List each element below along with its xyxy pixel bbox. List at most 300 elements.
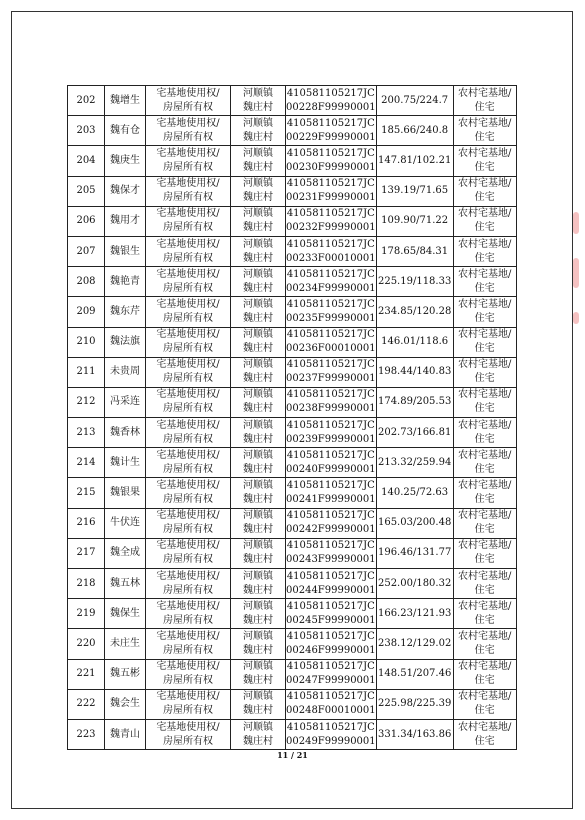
right-type-cell [146, 659, 231, 689]
unit-code-text: 410581105217JC [286, 117, 375, 129]
land-use-text: 农村宅基地/ [457, 510, 512, 522]
row-number-text: 211 [76, 366, 96, 378]
area-cell [376, 719, 453, 749]
owner-name-cell [105, 206, 146, 236]
land-use-text: 农村宅基地/ [457, 208, 512, 220]
location-cell [231, 206, 286, 236]
owner-name-text: 魏庚生 [110, 154, 140, 166]
unit-code-text: 00249F99990001 [286, 735, 376, 747]
land-use-cell [453, 116, 516, 146]
location-text: 魏庄村 [243, 433, 273, 445]
location-cell [231, 569, 286, 599]
unit-code-text: 410581105217JC [286, 721, 375, 733]
right-type-cell [146, 478, 231, 508]
land-use-cell [453, 538, 516, 568]
owner-name-cell [105, 689, 146, 719]
location-cell [231, 297, 286, 327]
land-use-cell [453, 569, 516, 599]
owner-name-cell [105, 297, 146, 327]
right-type-cell [146, 206, 231, 236]
unit-code-text: 00245F99990001 [286, 614, 376, 626]
unit-code-text: 410581105217JC [286, 510, 375, 522]
area-text: 225.19/118.33 [377, 275, 452, 287]
unit-code-text: 00230F99990001 [286, 161, 376, 173]
row-number-cell [68, 236, 105, 266]
land-use-text: 住宅 [474, 433, 495, 445]
right-type-text: 宅基地使用权/ [156, 510, 220, 522]
owner-name-cell [105, 719, 146, 749]
unit-code-text: 410581105217JC [286, 570, 375, 582]
row-number-text: 222 [76, 698, 96, 710]
table-row [68, 478, 517, 508]
table-row [68, 297, 517, 327]
land-use-text: 住宅 [474, 524, 495, 536]
location-cell [231, 719, 286, 749]
land-use-text: 农村宅基地/ [457, 600, 512, 612]
right-type-text: 宅基地使用权/ [156, 238, 220, 250]
area-text: 202.73/166.81 [377, 426, 452, 438]
land-use-cell [453, 448, 516, 478]
owner-name-text: 未贵周 [110, 366, 140, 378]
unit-code-cell [286, 206, 377, 236]
table-row [68, 448, 517, 478]
right-type-cell [146, 719, 231, 749]
unit-code-cell [286, 538, 377, 568]
land-use-cell [453, 659, 516, 689]
location-cell [231, 116, 286, 146]
location-cell [231, 508, 286, 538]
area-text: 196.46/131.77 [377, 547, 452, 559]
location-text: 河顺镇 [243, 389, 273, 401]
unit-code-text: 410581105217JC [286, 178, 375, 190]
unit-code-cell [286, 327, 377, 357]
right-type-cell [146, 116, 231, 146]
owner-name-cell [105, 236, 146, 266]
area-cell [376, 689, 453, 719]
right-type-text: 房屋所有权 [163, 644, 213, 656]
unit-code-cell [286, 267, 377, 297]
table-row [68, 116, 517, 146]
row-number-text: 212 [76, 396, 96, 408]
land-use-cell [453, 689, 516, 719]
row-number-text: 207 [76, 245, 96, 257]
table-row [68, 236, 517, 266]
right-type-text: 宅基地使用权/ [156, 87, 220, 99]
table-row [68, 659, 517, 689]
land-use-cell [453, 629, 516, 659]
location-text: 河顺镇 [243, 480, 273, 492]
right-type-text: 宅基地使用权/ [156, 691, 220, 703]
land-use-text: 住宅 [474, 463, 495, 475]
table-row [68, 569, 517, 599]
location-text: 河顺镇 [243, 329, 273, 341]
land-use-text: 住宅 [474, 343, 495, 355]
land-use-text: 住宅 [474, 161, 495, 173]
location-text: 魏庄村 [243, 554, 273, 566]
unit-code-text: 00246F99990001 [286, 644, 376, 656]
row-number-cell [68, 267, 105, 297]
row-number-cell [68, 176, 105, 206]
row-number-text: 208 [76, 275, 96, 287]
row-number-text: 214 [76, 456, 96, 468]
right-type-text: 宅基地使用权/ [156, 480, 220, 492]
location-text: 魏庄村 [243, 222, 273, 234]
land-use-text: 农村宅基地/ [457, 238, 512, 250]
right-type-text: 房屋所有权 [163, 101, 213, 113]
area-text: 109.90/71.22 [381, 215, 449, 227]
unit-code-text: 410581105217JC [286, 661, 375, 673]
land-use-text: 农村宅基地/ [457, 480, 512, 492]
row-number-text: 204 [76, 154, 96, 166]
owner-name-cell [105, 327, 146, 357]
area-text: 213.32/259.94 [377, 456, 452, 468]
land-use-text: 住宅 [474, 494, 495, 506]
location-cell [231, 418, 286, 448]
owner-name-text: 未庄生 [110, 637, 140, 649]
row-number-cell [68, 689, 105, 719]
land-use-text: 农村宅基地/ [457, 691, 512, 703]
land-use-text: 农村宅基地/ [457, 661, 512, 673]
owner-name-cell [105, 659, 146, 689]
location-cell [231, 689, 286, 719]
unit-code-text: 410581105217JC [286, 329, 375, 341]
location-text: 魏庄村 [243, 131, 273, 143]
area-text: 139.19/71.65 [381, 185, 449, 197]
location-cell [231, 599, 286, 629]
right-type-cell [146, 176, 231, 206]
table-row [68, 267, 517, 297]
unit-code-cell [286, 659, 377, 689]
row-number-text: 205 [76, 185, 96, 197]
owner-name-text: 冯采连 [110, 396, 140, 408]
right-type-text: 宅基地使用权/ [156, 419, 220, 431]
right-type-cell [146, 267, 231, 297]
right-type-text: 房屋所有权 [163, 675, 213, 687]
owner-name-cell [105, 146, 146, 176]
right-type-cell [146, 569, 231, 599]
right-type-text: 房屋所有权 [163, 463, 213, 475]
location-text: 河顺镇 [243, 419, 273, 431]
row-number-text: 209 [76, 305, 96, 317]
right-type-text: 房屋所有权 [163, 373, 213, 385]
owner-name-cell [105, 478, 146, 508]
land-use-text: 农村宅基地/ [457, 449, 512, 461]
right-type-text: 宅基地使用权/ [156, 389, 220, 401]
right-type-text: 宅基地使用权/ [156, 600, 220, 612]
owner-name-text: 魏银生 [110, 245, 140, 257]
area-cell [376, 206, 453, 236]
row-number-text: 218 [76, 577, 96, 589]
location-cell [231, 538, 286, 568]
right-type-cell [146, 629, 231, 659]
area-text: 174.89/205.53 [377, 396, 452, 408]
row-number-text: 213 [76, 426, 96, 438]
unit-code-cell [286, 116, 377, 146]
right-type-cell [146, 448, 231, 478]
land-use-cell [453, 176, 516, 206]
unit-code-text: 00238F99990001 [286, 403, 376, 415]
location-text: 河顺镇 [243, 208, 273, 220]
unit-code-cell [286, 176, 377, 206]
unit-code-text: 00233F00010001 [286, 252, 376, 264]
row-number-cell [68, 508, 105, 538]
land-use-cell [453, 387, 516, 417]
unit-code-text: 410581105217JC [286, 540, 375, 552]
unit-code-text: 00228F99990001 [286, 101, 376, 113]
unit-code-text: 00231F99990001 [286, 192, 376, 204]
unit-code-cell [286, 86, 377, 116]
right-type-text: 房屋所有权 [163, 282, 213, 294]
table-row [68, 357, 517, 387]
land-use-text: 住宅 [474, 584, 495, 596]
unit-code-text: 410581105217JC [286, 268, 375, 280]
location-cell [231, 357, 286, 387]
unit-code-cell [286, 236, 377, 266]
land-use-text: 住宅 [474, 222, 495, 234]
location-text: 河顺镇 [243, 87, 273, 99]
land-use-text: 住宅 [474, 675, 495, 687]
unit-code-text: 410581105217JC [286, 238, 375, 250]
land-use-cell [453, 146, 516, 176]
land-use-text: 农村宅基地/ [457, 117, 512, 129]
row-number-cell [68, 538, 105, 568]
right-type-text: 房屋所有权 [163, 433, 213, 445]
row-number-text: 216 [76, 517, 96, 529]
right-type-cell [146, 508, 231, 538]
unit-code-cell [286, 508, 377, 538]
page-number: 11 / 21 [277, 750, 308, 760]
owner-name-text: 魏计生 [110, 456, 140, 468]
unit-code-text: 410581105217JC [286, 359, 375, 371]
location-text: 河顺镇 [243, 268, 273, 280]
seal-edge-mark [573, 258, 579, 288]
unit-code-text: 00234F99990001 [286, 282, 376, 294]
row-number-cell [68, 146, 105, 176]
unit-code-text: 410581105217JC [286, 208, 375, 220]
land-use-text: 住宅 [474, 644, 495, 656]
unit-code-text: 410581105217JC [286, 298, 375, 310]
owner-name-cell [105, 387, 146, 417]
land-use-text: 住宅 [474, 312, 495, 324]
owner-name-text: 魏有仓 [110, 124, 140, 136]
location-text: 魏庄村 [243, 343, 273, 355]
area-cell [376, 478, 453, 508]
row-number-cell [68, 86, 105, 116]
unit-code-cell [286, 387, 377, 417]
table-row [68, 176, 517, 206]
land-use-text: 农村宅基地/ [457, 268, 512, 280]
unit-code-text: 00241F99990001 [286, 494, 376, 506]
row-number-text: 215 [76, 487, 96, 499]
owner-name-cell [105, 569, 146, 599]
unit-code-cell [286, 599, 377, 629]
owner-name-cell [105, 508, 146, 538]
owner-name-text: 魏香林 [110, 426, 140, 438]
unit-code-text: 00242F99990001 [286, 524, 376, 536]
table-row [68, 689, 517, 719]
row-number-cell [68, 478, 105, 508]
seal-edge-mark [573, 212, 579, 234]
owner-name-text: 魏用才 [110, 215, 140, 227]
area-cell [376, 236, 453, 266]
location-text: 魏庄村 [243, 192, 273, 204]
area-cell [376, 146, 453, 176]
owner-name-text: 魏法旗 [110, 336, 140, 348]
location-text: 魏庄村 [243, 494, 273, 506]
right-type-text: 宅基地使用权/ [156, 540, 220, 552]
location-cell [231, 267, 286, 297]
owner-name-text: 魏艳青 [110, 275, 140, 287]
row-number-cell [68, 387, 105, 417]
table-row [68, 206, 517, 236]
land-use-cell [453, 418, 516, 448]
table-row [68, 418, 517, 448]
land-use-text: 农村宅基地/ [457, 329, 512, 341]
right-type-text: 房屋所有权 [163, 705, 213, 717]
area-text: 165.03/200.48 [377, 517, 452, 529]
right-type-text: 宅基地使用权/ [156, 178, 220, 190]
owner-name-text: 魏全成 [110, 547, 140, 559]
location-text: 魏庄村 [243, 705, 273, 717]
location-text: 河顺镇 [243, 359, 273, 371]
unit-code-cell [286, 146, 377, 176]
seal-edge-mark [573, 312, 579, 324]
land-use-cell [453, 327, 516, 357]
right-type-text: 房屋所有权 [163, 252, 213, 264]
unit-code-cell [286, 629, 377, 659]
land-use-text: 住宅 [474, 252, 495, 264]
owner-name-text: 魏青山 [110, 728, 140, 740]
row-number-text: 223 [76, 728, 96, 740]
right-type-text: 房屋所有权 [163, 403, 213, 415]
unit-code-text: 00229F99990001 [286, 131, 376, 143]
owner-name-cell [105, 176, 146, 206]
owner-name-text: 魏增生 [110, 94, 140, 106]
location-text: 河顺镇 [243, 298, 273, 310]
land-use-cell [453, 508, 516, 538]
area-cell [376, 357, 453, 387]
land-use-text: 农村宅基地/ [457, 147, 512, 159]
row-number-cell [68, 599, 105, 629]
unit-code-text: 410581105217JC [286, 480, 375, 492]
location-cell [231, 86, 286, 116]
right-type-text: 宅基地使用权/ [156, 661, 220, 673]
unit-code-text: 410581105217JC [286, 389, 375, 401]
location-text: 魏庄村 [243, 735, 273, 747]
location-text: 魏庄村 [243, 675, 273, 687]
owner-name-cell [105, 357, 146, 387]
unit-code-cell [286, 418, 377, 448]
unit-code-text: 00237F99990001 [286, 373, 376, 385]
row-number-cell [68, 719, 105, 749]
table-row [68, 629, 517, 659]
unit-code-text: 410581105217JC [286, 87, 375, 99]
unit-code-text: 00232F99990001 [286, 222, 376, 234]
right-type-text: 宅基地使用权/ [156, 449, 220, 461]
area-text: 148.51/207.46 [377, 668, 452, 680]
right-type-text: 房屋所有权 [163, 161, 213, 173]
owner-name-cell [105, 86, 146, 116]
area-cell [376, 508, 453, 538]
right-type-text: 房屋所有权 [163, 584, 213, 596]
right-type-text: 宅基地使用权/ [156, 359, 220, 371]
area-text: 178.65/84.31 [381, 245, 449, 257]
area-text: 147.81/102.21 [377, 154, 452, 166]
area-cell [376, 418, 453, 448]
location-text: 河顺镇 [243, 630, 273, 642]
row-number-cell [68, 448, 105, 478]
area-cell [376, 86, 453, 116]
right-type-cell [146, 327, 231, 357]
right-type-text: 宅基地使用权/ [156, 147, 220, 159]
location-text: 魏庄村 [243, 524, 273, 536]
area-cell [376, 569, 453, 599]
owner-name-cell [105, 629, 146, 659]
row-number-text: 210 [76, 336, 96, 348]
row-number-text: 202 [76, 94, 96, 106]
land-use-text: 农村宅基地/ [457, 540, 512, 552]
right-type-cell [146, 86, 231, 116]
unit-code-cell [286, 478, 377, 508]
location-text: 河顺镇 [243, 147, 273, 159]
right-type-cell [146, 387, 231, 417]
land-use-cell [453, 206, 516, 236]
area-text: 140.25/72.63 [381, 487, 449, 499]
area-text: 146.01/118.6 [381, 336, 449, 348]
row-number-cell [68, 357, 105, 387]
location-text: 河顺镇 [243, 178, 273, 190]
land-use-text: 住宅 [474, 403, 495, 415]
unit-code-text: 00248F00010001 [286, 705, 376, 717]
land-use-cell [453, 267, 516, 297]
location-text: 魏庄村 [243, 373, 273, 385]
right-type-cell [146, 538, 231, 568]
row-number-cell [68, 418, 105, 448]
location-text: 魏庄村 [243, 312, 273, 324]
land-use-cell [453, 599, 516, 629]
unit-code-text: 00244F99990001 [286, 584, 376, 596]
right-type-text: 宅基地使用权/ [156, 268, 220, 280]
land-use-text: 农村宅基地/ [457, 178, 512, 190]
right-type-text: 房屋所有权 [163, 735, 213, 747]
row-number-text: 203 [76, 124, 96, 136]
location-text: 魏庄村 [243, 403, 273, 415]
location-cell [231, 478, 286, 508]
right-type-cell [146, 357, 231, 387]
area-cell [376, 297, 453, 327]
owner-name-cell [105, 538, 146, 568]
row-number-cell [68, 116, 105, 146]
area-cell [376, 538, 453, 568]
land-use-cell [453, 86, 516, 116]
owner-name-text: 魏东芹 [110, 305, 140, 317]
owner-name-text: 魏会生 [110, 698, 140, 710]
owner-name-cell [105, 418, 146, 448]
unit-code-text: 410581105217JC [286, 630, 375, 642]
area-cell [376, 629, 453, 659]
owner-name-cell [105, 116, 146, 146]
location-text: 河顺镇 [243, 510, 273, 522]
location-text: 魏庄村 [243, 282, 273, 294]
unit-code-cell [286, 357, 377, 387]
location-text: 河顺镇 [243, 117, 273, 129]
area-cell [376, 599, 453, 629]
location-text: 河顺镇 [243, 600, 273, 612]
right-type-cell [146, 418, 231, 448]
location-text: 魏庄村 [243, 584, 273, 596]
unit-code-cell [286, 719, 377, 749]
owner-name-cell [105, 267, 146, 297]
